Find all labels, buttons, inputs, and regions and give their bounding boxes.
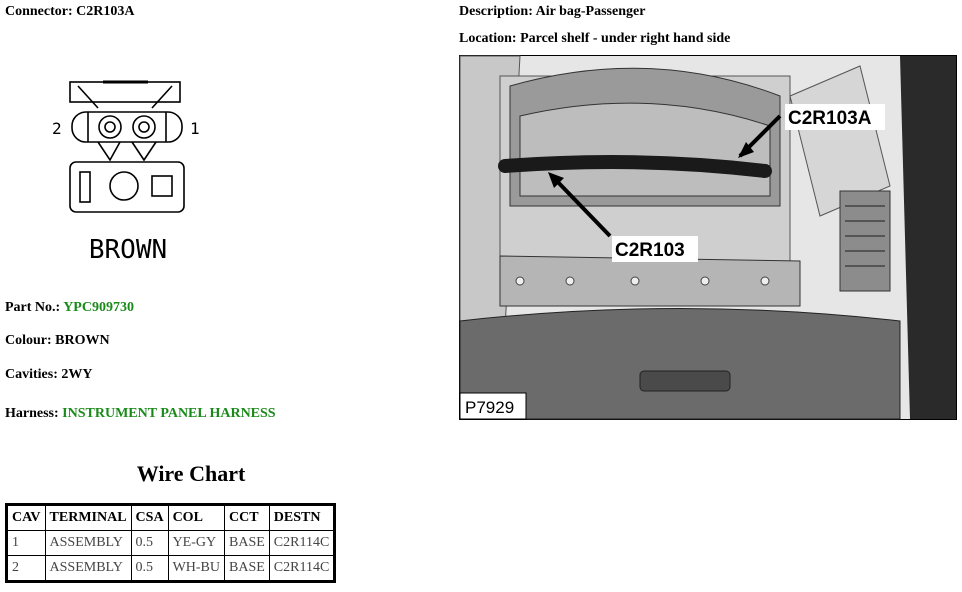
pin-2-label: 2 xyxy=(52,119,62,138)
wire-chart-table xyxy=(5,503,336,583)
table-row xyxy=(7,556,335,582)
colour-label: Colour: xyxy=(5,333,52,348)
location-label: Location: xyxy=(459,31,517,46)
harness-line xyxy=(5,406,276,422)
connector-colour-text: BROWN xyxy=(88,235,168,265)
figure-id: P7929 xyxy=(465,398,515,417)
table-row xyxy=(7,531,335,556)
callout-c2r103: C2R103 xyxy=(615,240,685,261)
part-no-line xyxy=(5,300,134,316)
description-line xyxy=(459,4,645,20)
location-illustration xyxy=(460,56,956,419)
pin-1-label: 1 xyxy=(190,119,200,138)
cell-cct: BASE xyxy=(225,556,270,582)
cell-col: YE-GY xyxy=(168,531,224,556)
location-line xyxy=(459,31,730,47)
cell-cav: 1 xyxy=(7,531,46,556)
cavities-value: 2WY xyxy=(61,367,93,382)
header-terminal: TERMINAL xyxy=(45,505,131,531)
header-csa: CSA xyxy=(131,505,168,531)
cell-terminal: ASSEMBLY xyxy=(45,556,131,582)
cell-csa: 0.5 xyxy=(131,531,168,556)
connector-rear-body xyxy=(70,162,184,212)
table-header-row xyxy=(7,505,335,531)
cell-terminal: ASSEMBLY xyxy=(45,531,131,556)
connector-value: C2R103A xyxy=(76,4,135,19)
cavities-label: Cavities: xyxy=(5,367,58,382)
cell-cct: BASE xyxy=(225,531,270,556)
header-destn: DESTN xyxy=(269,505,335,531)
part-no-link[interactable]: YPC909730 xyxy=(63,300,134,315)
header-cav: CAV xyxy=(7,505,46,531)
pin-2-socket xyxy=(99,116,121,138)
cavities-line xyxy=(5,367,93,383)
pin-1-socket xyxy=(133,116,155,138)
harness-link[interactable]: INSTRUMENT PANEL HARNESS xyxy=(62,406,276,421)
location-photo xyxy=(459,55,957,420)
cell-csa: 0.5 xyxy=(131,556,168,582)
wire-chart-title: Wire Chart xyxy=(136,461,246,486)
cell-col: WH-BU xyxy=(168,556,224,582)
description-value: Air bag-Passenger xyxy=(535,4,646,19)
part-no-label: Part No.: xyxy=(5,300,61,315)
cell-destn: C2R114C xyxy=(269,531,335,556)
description-label: Description: xyxy=(459,4,533,19)
callout-c2r103a: C2R103A xyxy=(788,108,872,129)
location-value: Parcel shelf - under right hand side xyxy=(520,31,731,46)
colour-line xyxy=(5,333,110,349)
colour-value: BROWN xyxy=(55,333,110,348)
header-cct: CCT xyxy=(225,505,270,531)
cell-cav: 2 xyxy=(7,556,46,582)
connector-top-latch xyxy=(70,82,180,102)
header-col: COL xyxy=(168,505,224,531)
harness-label: Harness: xyxy=(5,406,59,421)
connector-label: Connector: xyxy=(5,4,73,19)
connector-line xyxy=(5,4,135,20)
cell-destn: C2R114C xyxy=(269,556,335,582)
connector-face-diagram xyxy=(48,72,198,272)
